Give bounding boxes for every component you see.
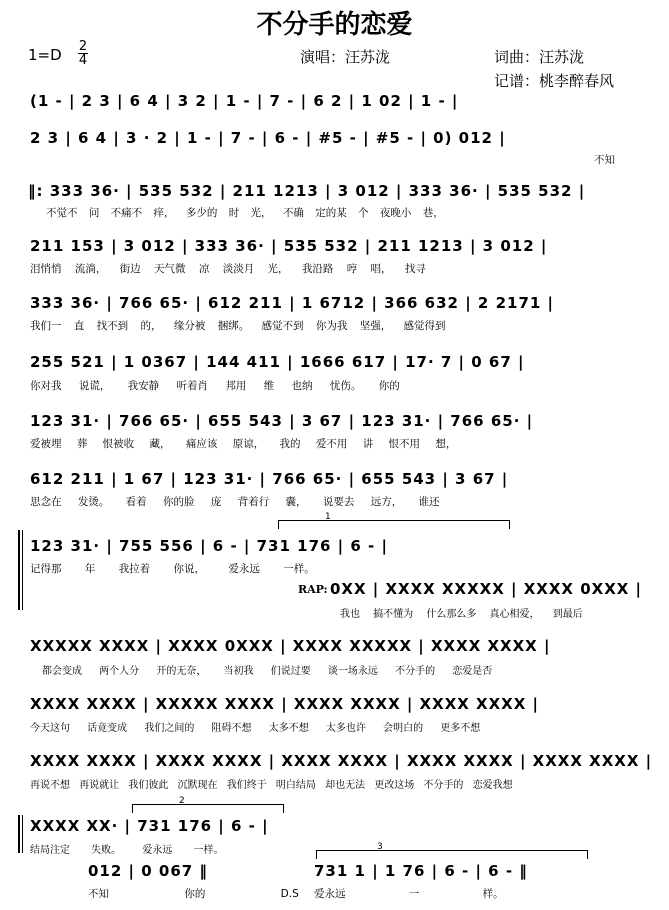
notation-line-8: 612 211 | 1 67 | 123 31· | 766 65· | 655 543 | 3 67 |: [30, 470, 509, 488]
ending-notation-b: 731 1 | 1 76 | 6 - | 6 - ‖: [314, 862, 528, 880]
ending-notation-a: 012 | 0 067 ‖: [88, 862, 208, 880]
system-brace-2-thin: [22, 815, 23, 853]
rap-notation-4: XXXX XXXX | XXXX XXXX | XXXX XXXX | XXXX XXXX | XXXX XXXX |: [30, 752, 653, 770]
composer-credit: 词曲：汪苏泷: [494, 48, 585, 66]
system-brace-2: [18, 815, 20, 853]
lyric-line-4: 泪悄悄 流淌， 街边 天气微 凉 淡淡月 光， 我沿路 哼 唱， 找寻: [30, 263, 426, 275]
lyric-line-6: 你对我 说谎， 我安静 听着肖 邦用 维 也纳 忧伤。 你的: [30, 380, 400, 392]
notation-line-6: 255 521 | 1 0367 | 144 411 | 1666 617 | 17· 7 | 0 67 |: [30, 353, 525, 371]
key-signature: 1=D: [28, 46, 62, 64]
ending-lyrics-b: 爱永远 一 样。: [314, 888, 504, 900]
volta-1-number: 1: [325, 512, 331, 522]
rap-notation-2: XXXXX XXXX | XXXX 0XXX | XXXX XXXXX | XXXX XXXX |: [30, 637, 551, 655]
lyric-line-5: 我们一 直 找不到 的， 缘分被 捆绑。 感觉不到 你为我 坚强， 感觉得到: [30, 320, 446, 332]
rap-lyric-1: 我也 搞不懂为 什么那么多 真心相爱， 到最后: [340, 609, 583, 620]
lyric-line-7: 爱被埋 葬 恨被收 藏， 痛应该 原谅， 我的 爱不用 讲 恨不用 想，: [30, 438, 457, 450]
song-title: 不分手的恋爱: [256, 10, 413, 40]
notation-line-7: 123 31· | 766 65· | 655 543 | 3 67 | 123 31· | 766 65· |: [30, 412, 534, 430]
rap-label: RAP:: [298, 583, 328, 596]
time-signature: [78, 40, 88, 67]
rap-lyric-3: 今天这句 话竟变成 我们之间的 阻碍不想 太多不想 太多也许 会明白的 更多不想: [30, 723, 481, 734]
notation-line-9: 123 31· | 755 556 | 6 - | 731 176 | 6 - |: [30, 537, 388, 555]
volta-3-number: 3: [377, 842, 383, 852]
notation-line-1: (1 - | 2 3 | 6 4 | 3 2 | 1 - | 7 - | 6 2 | 1 02 | 1 - |: [30, 92, 459, 110]
system-brace-thin: [22, 530, 23, 610]
notation-line-4: 211 153 | 3 012 | 333 36· | 535 532 | 211 1213 | 3 012 |: [30, 237, 548, 255]
rap-lyric-5: 结局注定 失败。 爱永远 一样。: [30, 845, 224, 856]
rap-notation-3: XXXX XXXX | XXXXX XXXX | XXXX XXXX | XXXX XXXX |: [30, 695, 540, 713]
rap-lyric-4: 再说不想 再说就让 我们彼此 沉默现在 我们终于 明白结局 却也无法 更改这场 不分手的 恋爱我想: [30, 780, 513, 791]
notation-line-3: ‖: 333 36· | 535 532 | 211 1213 | 3 012 | 333 36· | 535 532 |: [28, 182, 586, 200]
time-denominator: 4: [78, 53, 88, 68]
volta-2-number: 2: [179, 796, 185, 806]
lyric-line-3: 不觉不 问 不痛不 痒， 多少的 时 光， 不确 定的某 个 夜晚小 巷，: [46, 207, 444, 219]
lyric-line-2: 不知: [594, 154, 615, 166]
volta-1-bracket: [278, 512, 510, 529]
lyric-line-9: 记得那 年 我拉着 你说， 爱永远 一样。: [30, 563, 315, 575]
volta-2-bracket: [132, 796, 284, 813]
rap-notation-1: 0XX | XXXX XXXXX | XXXX 0XXX |: [330, 580, 643, 598]
singer-credit: 演唱：汪苏泷: [300, 48, 391, 66]
lyric-line-8: 思念在 发烫。 看着 你的脸 庞 背着行 囊， 说要去 远方， 谁还: [30, 496, 440, 508]
time-numerator: 2: [78, 39, 88, 54]
rap-notation-5: XXXX XX· | 731 176 | 6 - |: [30, 817, 269, 835]
system-brace: [18, 530, 20, 610]
volta-3-bracket: [316, 842, 588, 859]
transcriber-credit: 记谱：桃李醉春风: [494, 72, 615, 90]
notation-line-5: 333 36· | 766 65· | 612 211 | 1 6712 | 366 632 | 2 2171 |: [30, 294, 555, 312]
rap-lyric-2: 都会变成 两个人分 开的无奈， 当初我 们说过要 谈一场永远 不分手的 恋爱是否: [42, 666, 493, 677]
notation-line-2: 2 3 | 6 4 | 3 · 2 | 1 - | 7 - | 6 - | #5 - | #5 - | 0) 012 |: [30, 129, 506, 147]
ending-lyrics-a: 不知 你的 D.S: [88, 888, 299, 900]
